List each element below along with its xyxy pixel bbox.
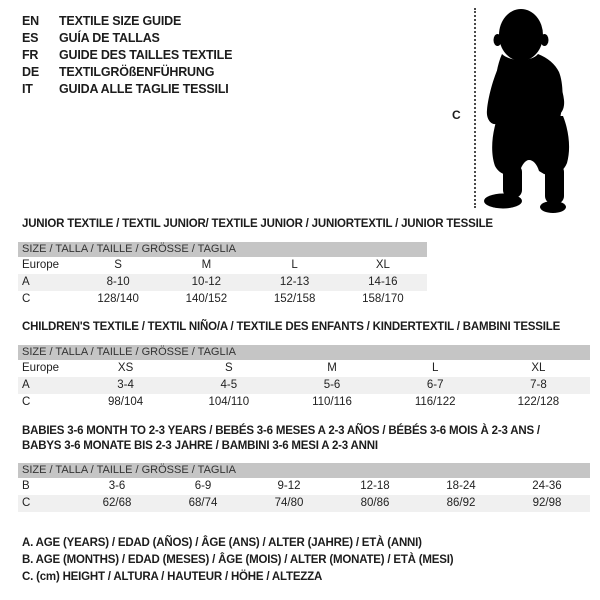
legend-line: A. AGE (YEARS) / EDAD (AÑOS) / ÂGE (ANS) / ALTER (JAHRE) / ETÀ (ANNI) [22,537,422,549]
table-title: JUNIOR TEXTILE / TEXTIL JUNIOR/ TEXTILE JUNIOR / JUNIORTEXTIL / JUNIOR TESSILE [22,218,493,230]
baby-silhouette [484,4,596,214]
table-cell: 74/80 [274,497,304,509]
table-cell: 9-12 [277,480,301,492]
language-label: TEXTILE SIZE GUIDE [59,14,182,28]
legend-line: C. (cm) HEIGHT / ALTURA / HAUTEUR / HÖHE / ALTEZZA [22,571,323,583]
baby-head [499,9,543,61]
language-code: DE [22,65,39,79]
legend [22,535,453,586]
baby-ear-left [494,34,502,46]
table-cell: 80/86 [360,497,390,509]
table-cell: 98/104 [108,396,144,408]
baby-ear-right [541,34,549,46]
language-code: FR [22,48,39,62]
table-size-header: SIZE / TALLA / TAILLE / GRÖSSE / TAGLIA [18,345,590,360]
table-cell: S [224,362,233,374]
row-label: A [22,276,30,288]
row-label: Europe [22,362,60,374]
size-table [18,345,590,411]
language-label: GUIDE DES TAILLES TEXTILE [59,48,233,62]
table-cell: 12-13 [279,276,310,288]
table-cell: M [327,362,337,374]
language-code: IT [22,82,33,96]
row-label: A [22,379,30,391]
table-cell: 92/98 [532,497,562,509]
size-table [18,463,590,512]
row-label: C [22,293,31,305]
table-cell: 3-6 [108,480,126,492]
table-title: BABYS 3-6 MONATE BIS 2-3 JAHRE / BAMBINI 3-6 MESI A 2-3 ANNI [22,440,378,452]
language-list [22,13,232,98]
table-row [18,291,427,308]
table-cell: XL [531,362,546,374]
row-label: B [22,480,30,492]
language-label: TEXTILGRÖßENFÜHRUNG [59,65,215,79]
table-cell: 12-18 [360,480,390,492]
table-cell: 24-36 [532,480,562,492]
table-size-header: SIZE / TALLA / TAILLE / GRÖSSE / TAGLIA [18,242,427,257]
language-item [22,30,232,47]
table-cell: 86/92 [446,497,476,509]
height-measure-line [474,8,476,208]
table-row [18,360,590,377]
language-item [22,64,232,81]
table-cell: 122/128 [517,396,560,408]
table-cell: S [114,259,122,271]
table-cell: 140/152 [185,293,228,305]
table-cell: XL [375,259,390,271]
language-item [22,13,232,30]
table-cell: 10-12 [191,276,222,288]
baby-leg-left [503,164,522,198]
table-cell: L [291,259,298,271]
table-cell: 5-6 [323,379,341,391]
table-cell: 3-4 [117,379,134,391]
baby-foot-left [484,194,522,209]
table-cell: M [201,259,212,271]
row-label: C [22,396,31,408]
table-title: CHILDREN'S TEXTILE / TEXTIL NIÑO/A / TEXTILE DES ENFANTS / KINDERTEXTIL / BAMBINI TESSILE [22,321,561,333]
table-cell: 116/122 [414,396,456,408]
language-code: ES [22,31,39,45]
row-label: Europe [22,259,60,271]
table-cell: 4-5 [220,379,238,391]
legend-line: B. AGE (MONTHS) / EDAD (MESES) / ÂGE (MOIS) / ALTER (MONATE) / ETÀ (MESI) [22,554,454,566]
size-table [18,242,427,308]
table-cell: 6-7 [426,379,444,391]
language-label: GUIDA ALLE TAGLIE TESSILI [59,82,229,96]
section-babies-textile [18,424,590,512]
language-item [22,81,232,98]
table-cell: 8-10 [106,276,130,288]
table-cell: 128/140 [97,293,139,305]
table-row [18,495,590,512]
language-item [22,47,232,64]
table-row [18,394,590,411]
table-cell: 104/110 [208,396,250,408]
table-cell: 68/74 [188,497,218,509]
table-row [18,274,427,291]
language-code: EN [22,14,39,28]
table-cell: L [432,362,439,374]
section-childrens-textile [18,320,590,411]
table-cell: 62/68 [102,497,132,509]
table-row [18,257,427,274]
section-junior-textile [18,217,493,308]
table-cell: 7-8 [530,379,547,391]
table-cell: 110/116 [312,396,352,408]
height-measure-label: C [452,108,461,122]
row-label: C [22,497,31,509]
table-cell: 152/158 [273,293,316,305]
table-size-header: SIZE / TALLA / TAILLE / GRÖSSE / TAGLIA [18,463,590,478]
table-cell: 6-9 [194,480,212,492]
table-cell: 14-16 [368,276,398,288]
table-row [18,377,590,394]
table-title: BABIES 3-6 MONTH TO 2-3 YEARS / BEBÉS 3-6 MESES A 2-3 AÑOS / BÉBÉS 3-6 MOIS À 2-3 ANS / [22,425,540,437]
table-cell: 18-24 [446,480,476,492]
table-row [18,478,590,495]
baby-leg-right [545,164,564,204]
table-cell: XS [117,362,134,374]
table-cell: 158/170 [362,293,404,305]
baby-foot-right [540,201,566,213]
language-label: GUÍA DE TALLAS [59,31,160,45]
